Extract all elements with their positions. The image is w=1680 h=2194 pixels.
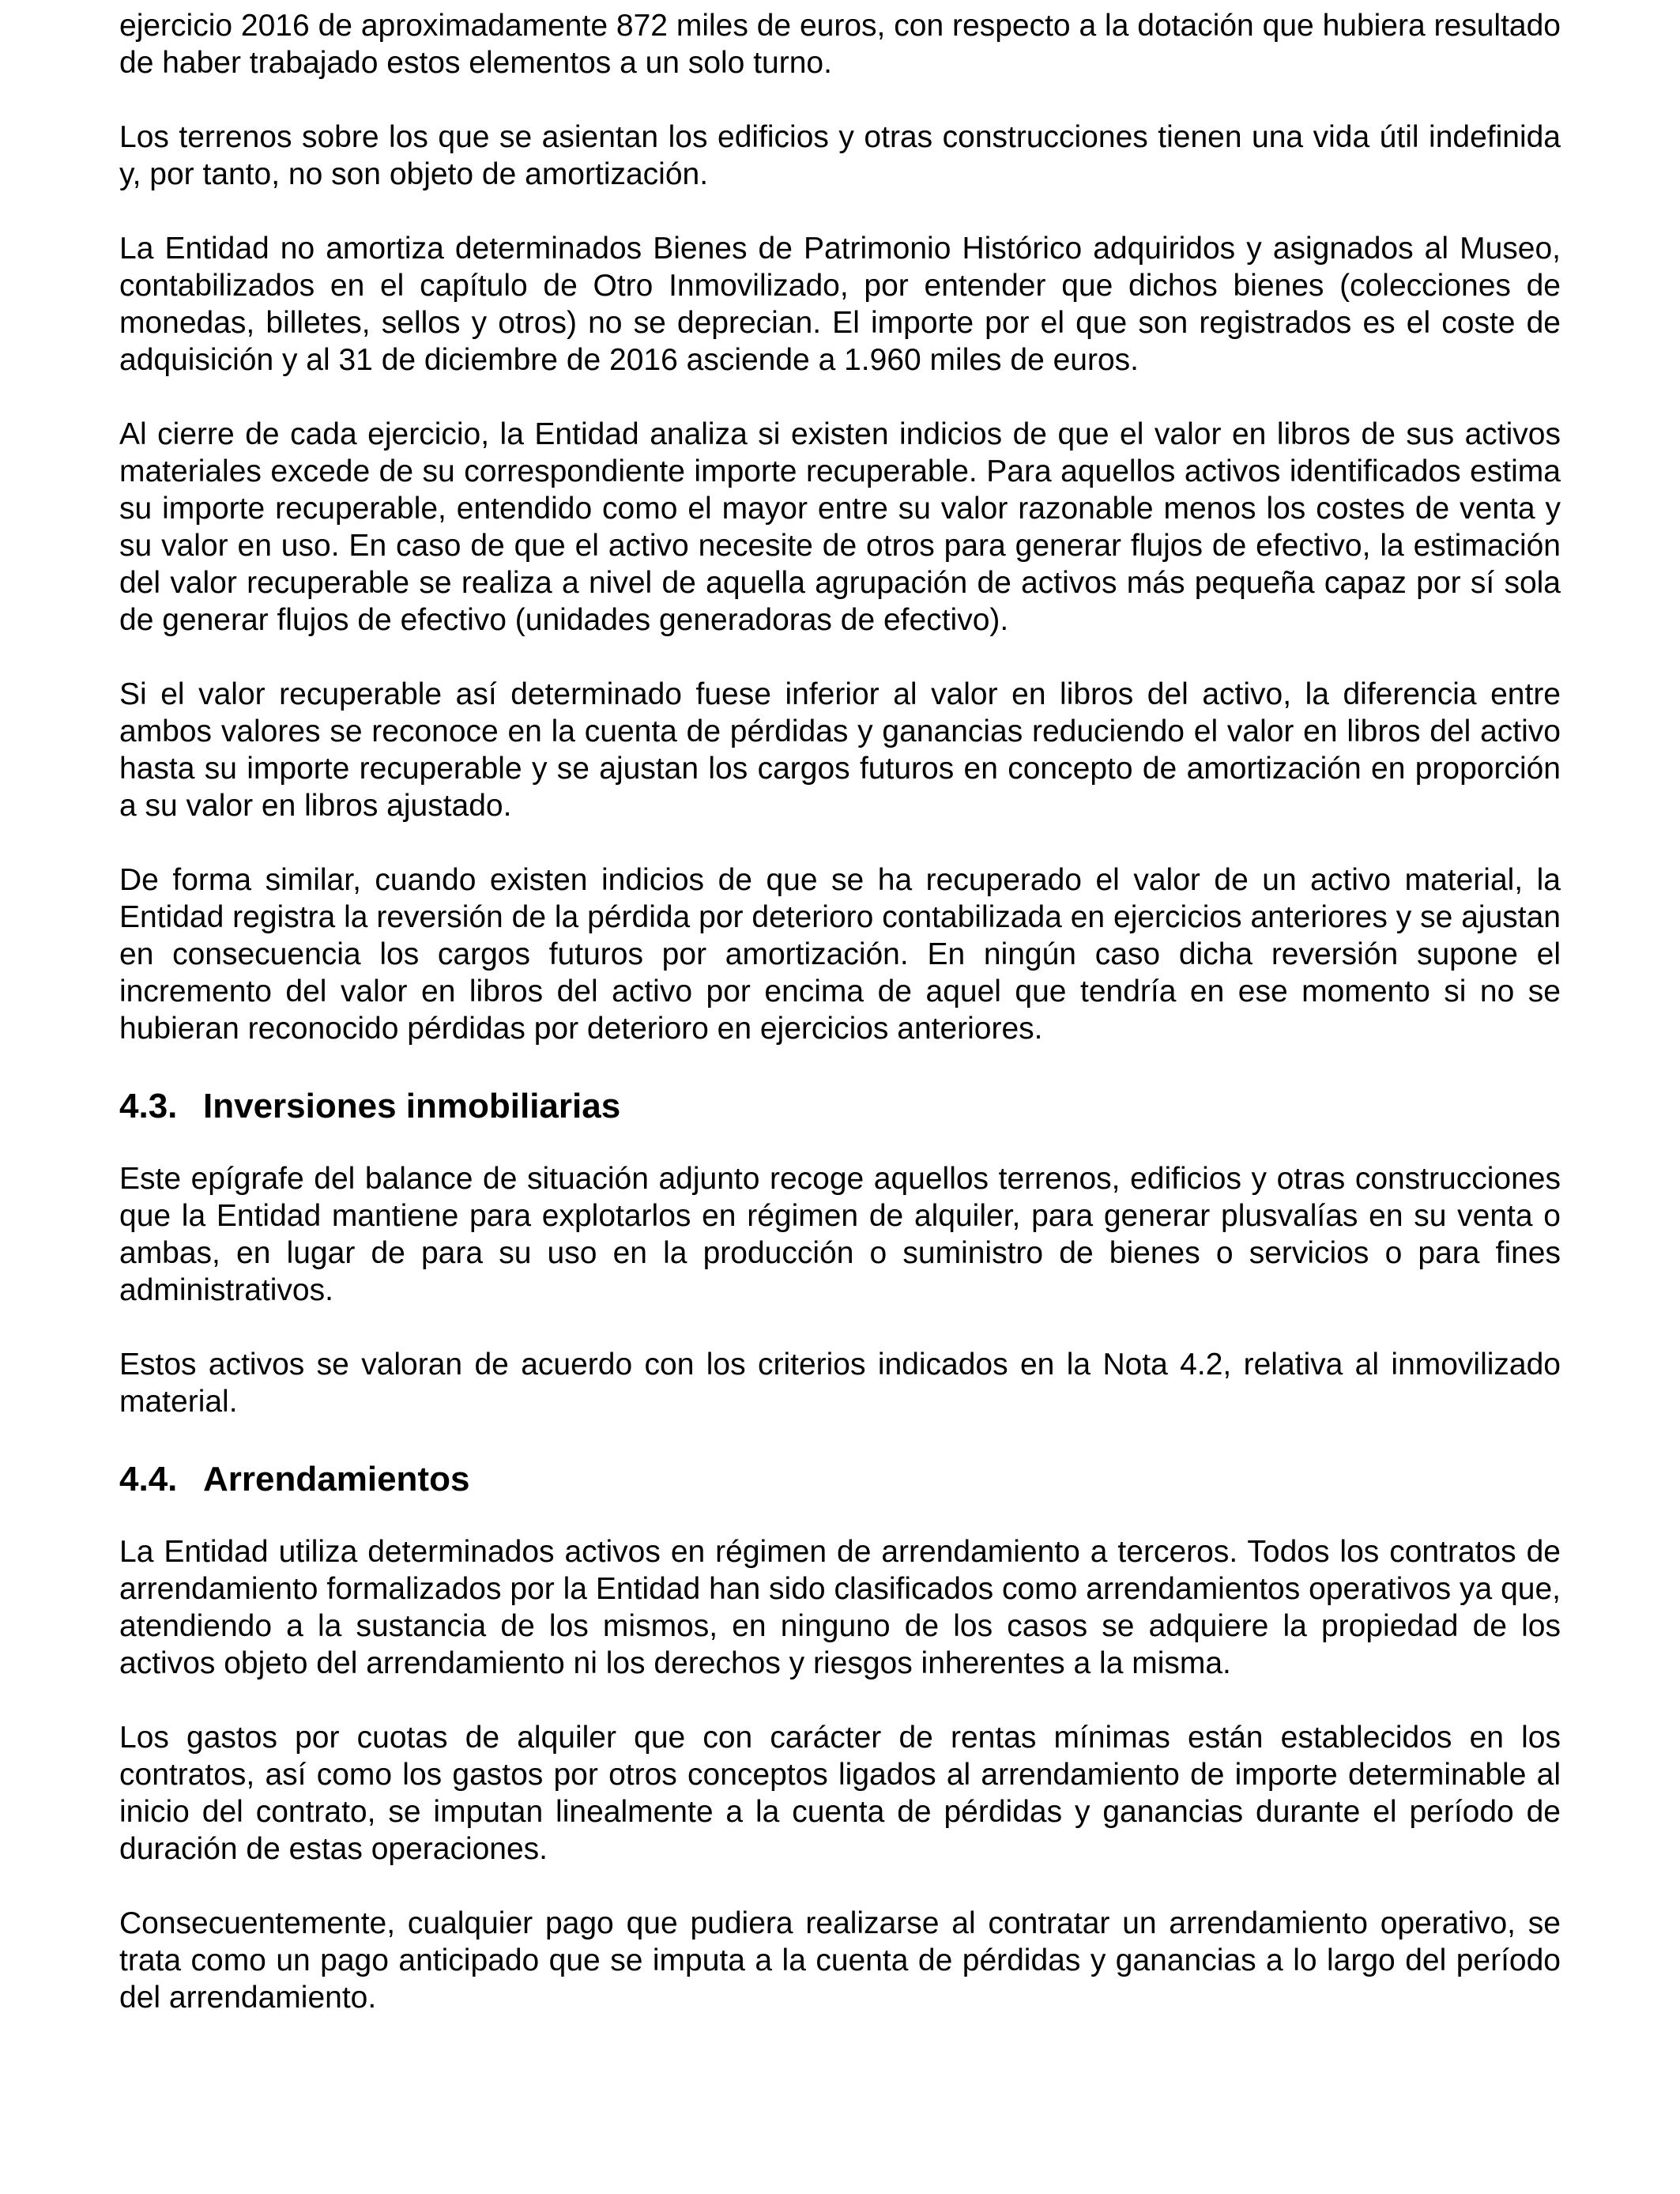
section-heading-inversiones-inmobiliarias [119, 1084, 1561, 1129]
section-number: 4.3. [119, 1087, 178, 1125]
section-number: 4.4. [119, 1460, 178, 1498]
paragraph-cuotas-alquiler: Los gastos por cuotas de alquiler que con carácter de rentas mínimas están establecidos en los contratos, así como los gastos por otros conceptos ligados al arrendamiento de importe determinable al inicio del contrato, se imputan linealmente a la cuenta de pérdidas y ganancias durante el período de duración de estas operaciones. [119, 1721, 1561, 1866]
paragraph-terrenos: Los terrenos sobre los que se asientan los edificios y otras construcciones tienen una vida útil indefinida y, por tanto, no son objeto de amortización. [119, 120, 1561, 191]
paragraph-patrimonio-historico: La Entidad no amortiza determinados Bienes de Patrimonio Histórico adquiridos y asignados al Museo, contabilizados en el capítulo de Otro Inmovilizado, por entender que dichos bienes (colecciones de monedas, billetes, sellos y otros) no se deprecian. El importe por el que son registrados es el coste de adquisición y al 31 de diciembre de 2016 asciende a 1.960 miles de euros. [119, 232, 1561, 377]
paragraph-reversion-deterioro: De forma similar, cuando existen indicios de que se ha recuperado el valor de un activo material, la Entidad registra la reversión de la pérdida por deterioro contabilizada en ejercicios anteriores y se ajustan en consecuencia los cargos futuros por amortización. En ningún caso dicha reversión supone el incremento del valor en libros del activo por encima de aquel que tendría en ese momento si no se hubieran reconocido pérdidas por deterioro en ejercicios anteriores. [119, 863, 1561, 1046]
paragraph-epigrafe-balance: Este epígrafe del balance de situación adjunto recoge aquellos terrenos, edificios y otras construcciones que la Entidad mantiene para explotarlos en régimen de alquiler, para generar plusvalías en su venta o ambas, en lugar de para su uso en la producción o suministro de bienes o servicios o para fines administrativos. [119, 1162, 1561, 1307]
paragraph-valoracion-activos: Estos activos se valoran de acuerdo con los criterios indicados en la Nota 4.2, relativa al inmovilizado material. [119, 1348, 1561, 1419]
paragraph-valor-recuperable: Si el valor recuperable así determinado fuese inferior al valor en libros del activo, la diferencia entre ambos valores se reconoce en la cuenta de pérdidas y ganancias reduciendo el valor en libros del activo hasta su importe recuperable y se ajustan los cargos futuros en concepto de amortización en proporción a su valor en libros ajustado. [119, 677, 1561, 823]
paragraph-arrendamiento-terceros: La Entidad utiliza determinados activos en régimen de arrendamiento a terceros. Todos los contratos de arrendamiento formalizados por la Entidad han sido clasificados como arrendamientos operativos ya que, atendiendo a la sustancia de los mismos, en ninguno de los casos se adquiere la propiedad de los activos objeto del arrendamiento ni los derechos y riesgos inherentes a la misma. [119, 1535, 1561, 1680]
document-page [119, 0, 1561, 2053]
paragraph-dotacion-turno: ejercicio 2016 de aproximadamente 872 miles de euros, con respecto a la dotación que hubiera resultado de haber trabajado estos elementos a un solo turno. [119, 9, 1561, 80]
paragraph-pago-anticipado: Consecuentemente, cualquier pago que pudiera realizarse al contratar un arrendamiento operativo, se trata como un pago anticipado que se imputa a la cuenta de pérdidas y ganancias a lo largo del período del arrendamiento. [119, 1906, 1561, 2015]
section-heading-arrendamientos [119, 1457, 1561, 1502]
paragraph-cierre-ejercicio: Al cierre de cada ejercicio, la Entidad analiza si existen indicios de que el valor en libros de sus activos materiales excede de su correspondiente importe recuperable. Para aquellos activos identificados estima su importe recuperable, entendido como el mayor entre su valor razonable menos los costes de venta y su valor en uso. En caso de que el activo necesite de otros para generar flujos de efectivo, la estimación del valor recuperable se realiza a nivel de aquella agrupación de activos más pequeña capaz por sí sola de generar flujos de efectivo (unidades generadoras de efectivo). [119, 417, 1561, 637]
section-title: Inversiones inmobiliarias [203, 1087, 621, 1125]
section-title: Arrendamientos [203, 1460, 470, 1498]
